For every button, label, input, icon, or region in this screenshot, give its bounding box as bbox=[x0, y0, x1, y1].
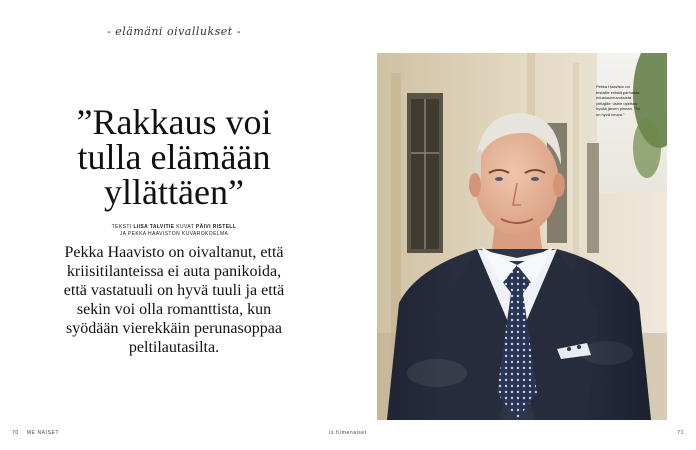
page-number-right: 71 bbox=[677, 430, 684, 436]
page-number-left: 70 bbox=[12, 430, 19, 436]
credits-text-label: TEKSTI bbox=[111, 224, 132, 230]
credits-text-name: LIISA TALVITIE bbox=[133, 224, 175, 230]
headline-line: yllättäen” bbox=[104, 172, 244, 212]
headline-line: ”Rakkaus voi bbox=[76, 102, 272, 142]
credits-line-1 bbox=[40, 224, 308, 231]
footer-url: is.fi/menaiset bbox=[329, 430, 367, 436]
credits-photo-name: PÄIVI RISTELL bbox=[195, 224, 237, 230]
credits bbox=[40, 224, 308, 238]
photo-caption: Pekka Haavisto voi testaille erästä parhaista edustusneuvoksista yrittajille: usein opettaa hyvää järven pinnan. ”Se on hyvä neuvo.” bbox=[596, 84, 641, 117]
headline-line: tulla elämään bbox=[77, 137, 271, 177]
headline bbox=[40, 102, 308, 212]
section-label: - elämäni oivallukset - bbox=[107, 25, 241, 38]
credits-line-2: JA PEKKA HAAVISTON KUVAROKOELMA bbox=[119, 231, 229, 237]
lead-paragraph: Pekka Haavisto on oivaltanut, että kriisitilanteissa ei auta panikoida, että vastatuuli on hyvä tuuli ja että sekin voi olla romanttista, kun syödään vierekkäin perunasoppaa peltilautasilta. bbox=[63, 244, 285, 356]
credits-photo-label: KUVAT bbox=[176, 224, 195, 230]
magazine-name: ME NAISET bbox=[26, 430, 60, 436]
